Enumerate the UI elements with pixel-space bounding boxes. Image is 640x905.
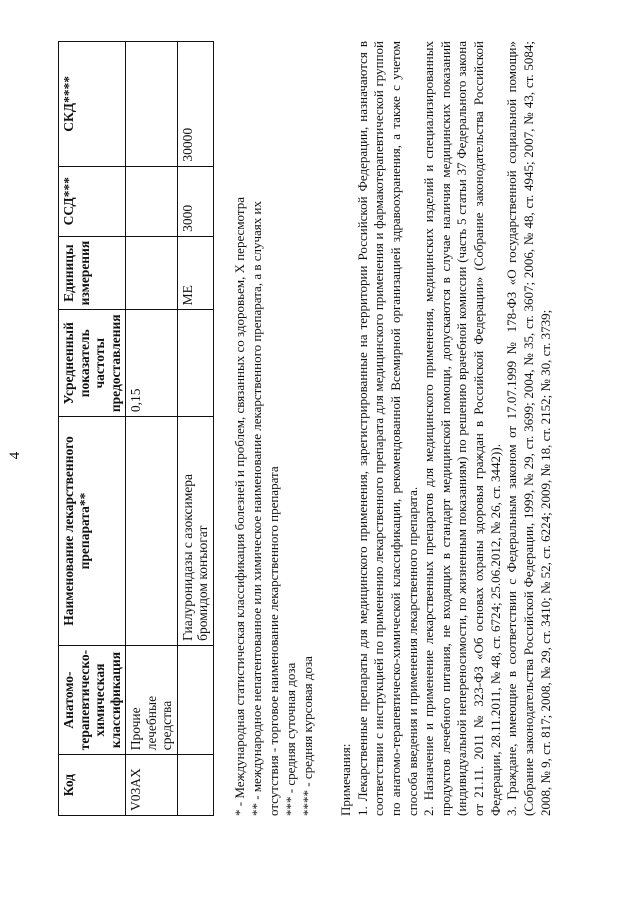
cell-frequency xyxy=(177,310,213,417)
cell-frequency: 0,15 xyxy=(126,310,178,417)
cell-drug-name: Гиалуронидазы с азоксимера бромидом конъюгат xyxy=(177,417,213,646)
col-header-atc: Анатомо-терапевтическо-химическая классификация xyxy=(59,645,126,754)
cell-unit xyxy=(126,236,178,310)
table-row xyxy=(177,42,213,816)
col-header-frequency: Усредненный показатель частоты предоставления xyxy=(59,310,126,417)
document-page xyxy=(0,13,640,898)
legend-line: ** - международное непатентованное или химическое наименование лекарственного препарата, а в случаях их xyxy=(248,201,264,816)
notes-section xyxy=(338,41,554,816)
cell-code xyxy=(177,755,213,816)
legend-line: **** - средняя курсовая доза xyxy=(299,656,315,816)
note-paragraph: 3. Граждане, имеющие в соответствии с Федеральным законом от 17.07.1999 № 178-ФЗ «О государственной социальной помощи» (Собрание законодательства Российской Федерации, 1999, № 29, ст. 3699; 2004, № 35, ст. 3607; 2006, № 48, ст. 4945; 2007, № 43, ст. 5084; 2008, № 9, ст. 817; 2008, № 29, ст. 3410; № 52, ст. 6224; 2009, № 18, ст. 2152; № 30, ст. 3739; xyxy=(504,41,553,816)
cell-skd: 30000 xyxy=(177,42,213,167)
cell-atc: Прочие лечебные средства xyxy=(126,645,178,754)
cell-ssd xyxy=(126,166,178,236)
cell-atc xyxy=(177,645,213,754)
col-header-drug-name: Наименование лекарственного препарата** xyxy=(59,417,126,646)
col-header-unit: Единицы измерения xyxy=(59,236,126,310)
table-row xyxy=(126,42,178,816)
legend-line: отсутствия - торговое наименование лекарственного препарата xyxy=(265,466,281,816)
cell-drug-name xyxy=(126,417,178,646)
cell-skd xyxy=(126,42,178,167)
legend-line: * - Международная статистическая классификация болезней и проблем, связанных со здоровьем, X пересмотра xyxy=(232,197,247,816)
notes-title: Примечания: xyxy=(338,743,353,816)
footnote-legend xyxy=(232,126,316,816)
page-number: 4 xyxy=(7,451,23,460)
legend-line: *** - средняя суточная доза xyxy=(282,662,298,816)
cell-unit: ME xyxy=(177,236,213,310)
note-paragraph: 2. Назначение и применение лекарственных препаратов для медицинского применения, медицинских изделий и специализированных продуктов лечебного питания, не входящих в стандарт медицинской помощи, допускаются в случае наличия медицинских показаний (индивидуальной непереносимости, по жизненным показаниям) по решению врачебной комиссии (часть 5 статьи 37 Федерального закона от 21.11. 2011 № 323-ФЗ «Об основах охраны здоровья граждан в Российской Федерации» (Собрание законодательства Российской Федерации, 28.11.2011, № 48, ст. 6724; 25.06.2012, № 26, ст. 3442)). xyxy=(421,41,503,816)
drug-table xyxy=(58,41,214,816)
table-header-row xyxy=(59,42,126,816)
cell-code: V03AX xyxy=(126,755,178,816)
note-paragraph: 1. Лекарственные препараты для медицинского применения, зарегистрированные на территории Российской Федерации, назначаются в соответствии с инструкцией по применению лекарственного препарата для медицинского применения и фармакотерапевтической группой по анатомо-терапевтическо-химической классификации, рекомендованной Всемирной организацией здравоохранения, а также с учетом способа введения и применения лекарственного препарата. xyxy=(354,41,420,816)
col-header-ssd: ССД*** xyxy=(59,166,126,236)
col-header-skd: СКД**** xyxy=(59,42,126,167)
col-header-code: Код xyxy=(59,755,126,816)
cell-ssd: 3000 xyxy=(177,166,213,236)
